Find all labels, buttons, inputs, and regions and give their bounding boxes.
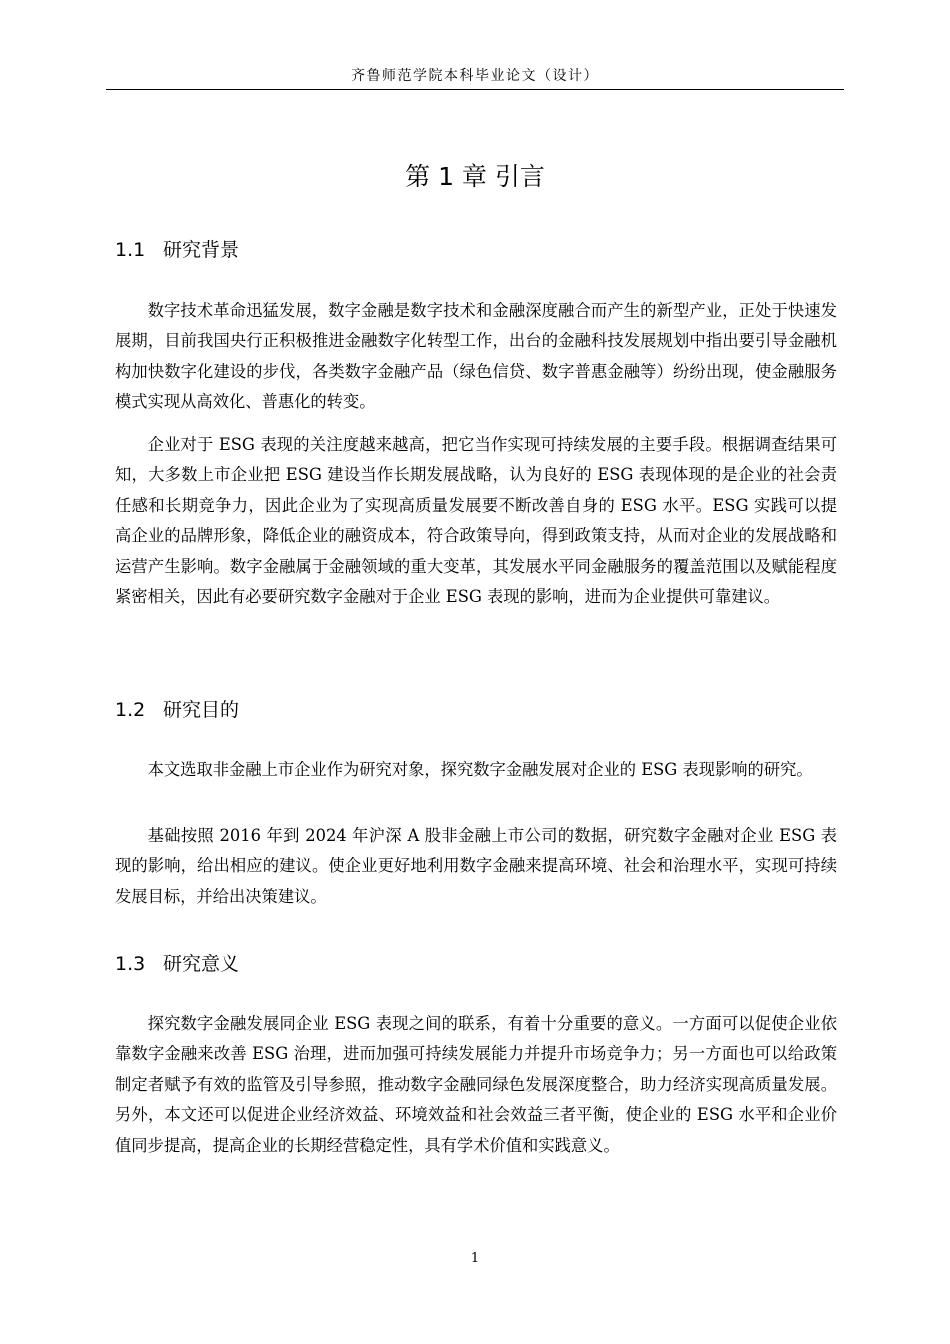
- body-paragraph: 数字技术革命迅猛发展，数字金融是数字技术和金融深度融合而产生的新型产业，正处于快速发展期，目前我国央行正积极推进金融数字化转型工作，出台的金融科技发展规划中指出要引导金融机构加快数字化建设的步伐，各类数字金融产品（绿色信贷、数字普惠金融等）纷纷出现，使金融服务模式实现从高效化、普惠化的转变。: [115, 301, 837, 412]
- body-paragraph: 基础按照 2016 年到 2024 年沪深 A 股非金融上市公司的数据，研究数字金融对企业 ESG 表现的影响，给出相应的建议。使企业更好地利用数字金融来提高环境、社会和治理水平，实现可持续发展目标，并给出决策建议。: [115, 826, 837, 906]
- section-heading-background: [115, 237, 239, 263]
- section-title: 研究背景: [163, 239, 240, 261]
- section-title: 研究目的: [163, 699, 240, 721]
- page-number: 1: [470, 1251, 480, 1266]
- chapter-title: 第 1 章 引言: [405, 162, 545, 191]
- section-number: 1.2: [115, 699, 146, 721]
- section-heading-significance: [115, 951, 239, 977]
- section-number: 1.1: [115, 239, 146, 261]
- body-paragraph: 本文选取非金融上市企业作为研究对象，探究数字金融发展对企业的 ESG 表现影响的研究。: [147, 760, 813, 779]
- section-heading-purpose: [115, 697, 239, 723]
- body-paragraph: 探究数字金融发展同企业 ESG 表现之间的联系，有着十分重要的意义。一方面可以促使企业依靠数字金融来改善 ESG 治理，进而加强可持续发展能力并提升市场竞争力；另一方面也可以给政策制定者赋予有效的监管及引导参照，推动数字金融同绿色发展深度整合，助力经济实现高质量发展。另外，本文还可以促进企业经济效益、环境效益和社会效益三者平衡，使企业的 ESG 水平和企业价值同步提高，提高企业的长期经营稳定性，具有学术价值和实践意义。: [115, 1014, 837, 1155]
- body-paragraph: 企业对于 ESG 表现的关注度越来越高，把它当作实现可持续发展的主要手段。根据调查结果可知，大多数上市企业把 ESG 建设当作长期发展战略，认为良好的 ESG 表现体现的是企业的社会责任感和长期竞争力，因此企业为了实现高质量发展要不断改善自身的 ESG 水平。ESG 实践可以提高企业的品牌形象，降低企业的融资成本，符合政策导向，得到政策支持，从而对企业的发展战略和运营产生影响。数字金融属于金融领域的重大变革，其发展水平同金融服务的覆盖范围以及赋能程度紧密相关，因此有必要研究数字金融对于企业 ESG 表现的影响，进而为企业提供可靠建议。: [115, 435, 837, 607]
- section-title: 研究意义: [163, 953, 240, 975]
- running-header: 齐鲁师范学院本科毕业论文（设计）: [351, 68, 599, 84]
- section-number: 1.3: [115, 953, 146, 975]
- header-rule: [106, 89, 844, 90]
